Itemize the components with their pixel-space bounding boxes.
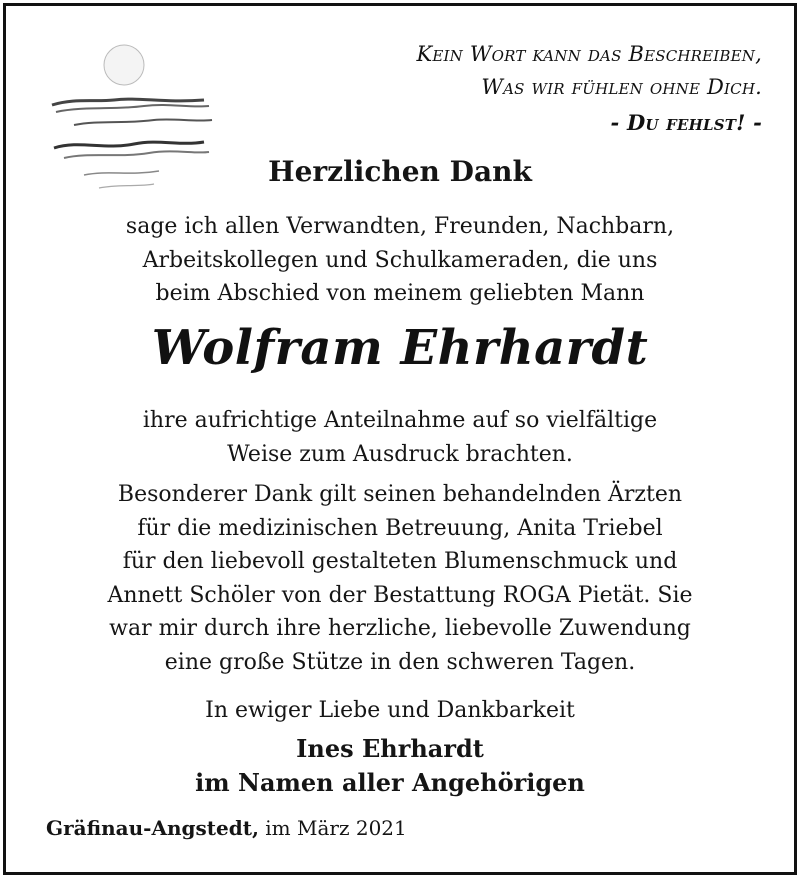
place-date bbox=[46, 816, 407, 840]
special-thanks-paragraph bbox=[0, 478, 800, 679]
special-thanks-line: eine große Stütze in den schweren Tagen. bbox=[164, 649, 636, 675]
signer-name: Ines Ehrhardt bbox=[296, 734, 484, 763]
sympathy-line: ihre aufrichtige Anteilnahme auf so vielfältige bbox=[142, 408, 658, 433]
special-thanks-line: Annett Schöler von der Bestattung ROGA Pietät. Sie bbox=[107, 582, 693, 608]
sympathy-paragraph bbox=[0, 404, 800, 471]
heading: Herzlichen Dank bbox=[268, 155, 532, 188]
special-thanks-line: Besonderer Dank gilt seinen behandelnden Ärzten bbox=[117, 482, 683, 507]
deceased-name: Wolfram Ehrhardt bbox=[151, 320, 649, 376]
intro-line: beim Abschied von meinem geliebten Mann bbox=[155, 281, 645, 306]
closing-phrase: In ewiger Liebe und Dankbarkeit bbox=[205, 698, 575, 723]
special-thanks-line: war mir durch ihre herzliche, liebevolle Zuwendung bbox=[109, 616, 691, 641]
intro-paragraph bbox=[0, 210, 800, 311]
motto-line-2: Was wir fühlen ohne Dich. bbox=[481, 75, 762, 99]
sympathy-line: Weise zum Ausdruck brachten. bbox=[227, 441, 573, 467]
signer-family: im Namen aller Angehörigen bbox=[195, 768, 585, 797]
special-thanks-line: für die medizinischen Betreuung, Anita Triebel bbox=[137, 515, 663, 541]
intro-line: sage ich allen Verwandten, Freunden, Nachbarn, bbox=[125, 214, 675, 239]
motto bbox=[417, 38, 762, 139]
place: Gräfinau-Angstedt, bbox=[46, 816, 259, 840]
date: im März 2021 bbox=[265, 816, 407, 840]
motto-line-3: - Du fehlst! - bbox=[610, 110, 762, 135]
intro-line: Arbeitskollegen und Schulkameraden, die uns bbox=[142, 247, 658, 273]
motto-line-1: Kein Wort kann das Beschreiben, bbox=[416, 42, 762, 66]
special-thanks-line: für den liebevoll gestalteten Blumenschmuck und bbox=[122, 549, 678, 574]
